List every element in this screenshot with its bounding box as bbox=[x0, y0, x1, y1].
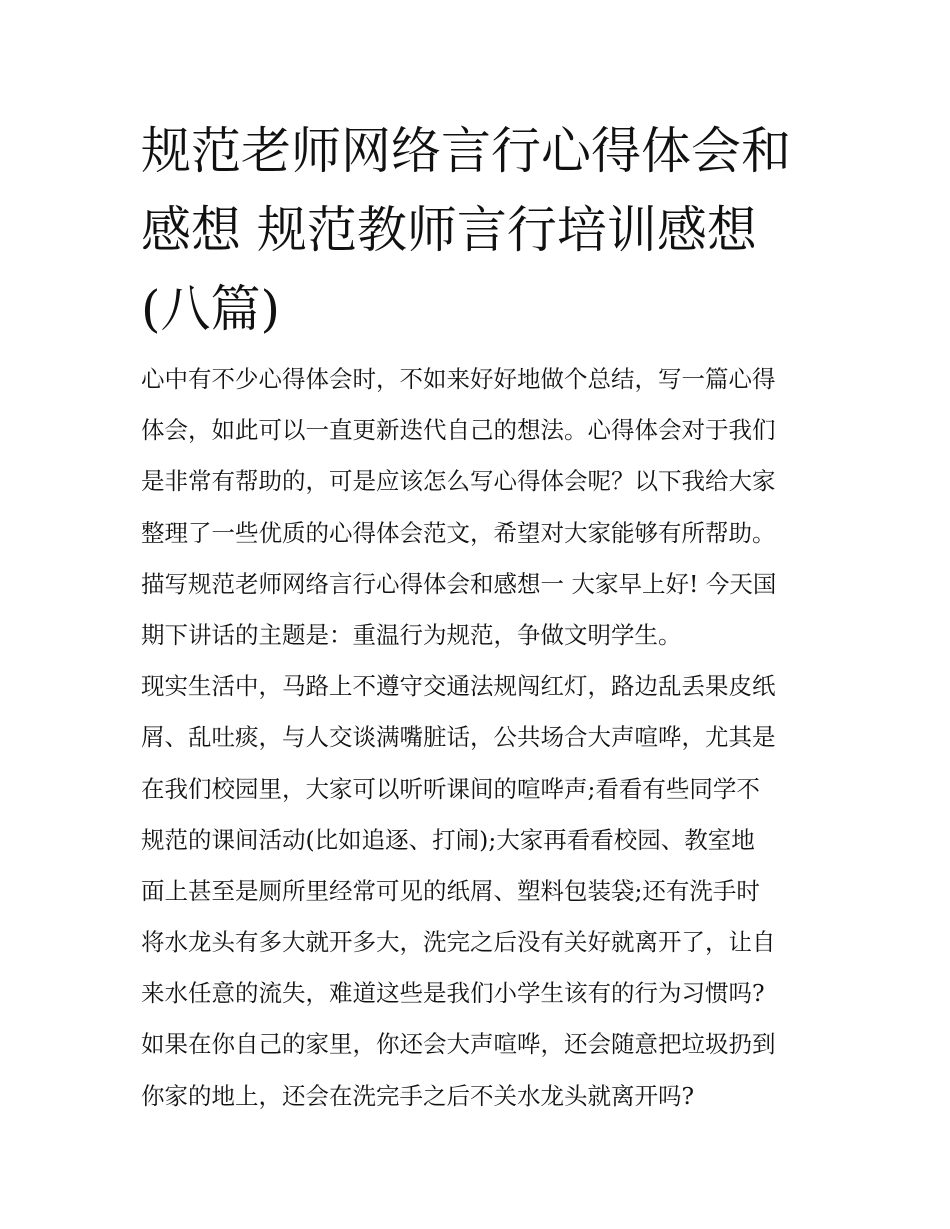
title-line: 感想 规范教师言行培训感想 bbox=[141, 201, 757, 259]
body-line: 描写规范老师网络言行心得体会和感想一 大家早上好! 今天国 bbox=[141, 569, 777, 598]
body-line: 体会，如此可以一直更新迭代自己的想法。心得体会对于我们 bbox=[141, 416, 776, 445]
document-title bbox=[141, 112, 821, 349]
body-line: 期下讲话的主题是：重温行为规范，争做文明学生。 bbox=[141, 620, 682, 649]
title-line: (八篇) bbox=[141, 280, 281, 338]
body-line: 规范的课间活动(比如追逐、打闹);大家再看看校园、教室地 bbox=[141, 825, 755, 854]
body-line: 心中有不少心得体会时，不如来好好地做个总结，写一篇心得 bbox=[141, 365, 776, 393]
body-line: 如果在你自己的家里，你还会大声喧哗，还会随意把垃圾扔到 bbox=[141, 1030, 776, 1059]
body-line: 面上甚至是厕所里经常可见的纸屑、塑料包装袋;还有洗手时 bbox=[141, 876, 760, 905]
body-line: 现实生活中，马路上不遵守交通法规闯红灯，路边乱丢果皮纸 bbox=[141, 672, 776, 701]
body-line: 将水龙头有多大就开多大，洗完之后没有关好就离开了，让自 bbox=[141, 928, 776, 957]
body-line: 在我们校园里，大家可以听听课间的喧哗声;看看有些同学不 bbox=[141, 774, 760, 803]
body-line: 你家的地上，还会在洗完手之后不关水龙头就离开吗? bbox=[141, 1081, 695, 1110]
title-line: 规范老师网络言行心得体会和 bbox=[141, 122, 791, 180]
body-line: 整理了一些优质的心得体会范文，希望对大家能够有所帮助。 bbox=[141, 518, 776, 547]
body-line: 是非常有帮助的，可是应该怎么写心得体会呢？以下我给大家 bbox=[141, 467, 776, 496]
document-body bbox=[141, 354, 821, 1122]
body-line: 来水任意的流失，难道这些是我们小学生该有的行为习惯吗? bbox=[141, 979, 765, 1008]
body-line: 屑、乱吐痰，与人交谈满嘴脏话，公共场合大声喧哗，尤其是 bbox=[141, 723, 776, 752]
